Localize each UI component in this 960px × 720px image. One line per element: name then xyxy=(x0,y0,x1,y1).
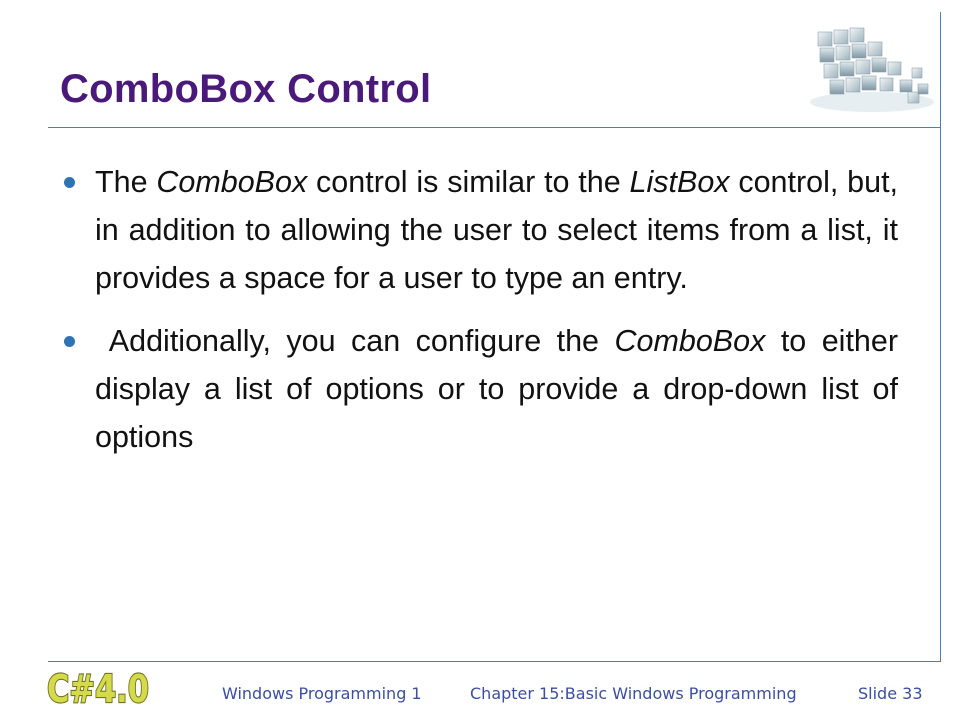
slide-title: ComboBox Control xyxy=(60,67,432,111)
text-run: Additionally, you can configure the xyxy=(95,324,615,358)
title-underline xyxy=(48,127,940,128)
text-run: control is similar to the xyxy=(307,165,630,199)
italic-term-combobox: ComboBox xyxy=(614,324,766,358)
bullet-text xyxy=(95,317,898,461)
bullet-item xyxy=(60,158,898,302)
slide-body xyxy=(60,158,898,476)
text-run: control, but, in addition to allowing the user to select items from a list, it provides a space for a user to type an entry. xyxy=(95,165,899,295)
csharp-logo xyxy=(44,660,154,720)
italic-term-combobox: ComboBox xyxy=(156,165,308,199)
bullet-dot-icon xyxy=(64,177,75,188)
footer-chapter: Chapter 15:Basic Windows Programming xyxy=(470,684,797,703)
text-run: The xyxy=(95,165,157,199)
footer-divider xyxy=(48,661,941,662)
footer-slide-number: Slide 33 xyxy=(858,684,923,703)
bullet-text xyxy=(95,158,898,302)
text-run: to either display a list of options or to provide a drop-down list of options xyxy=(95,324,898,454)
bullet-dot-icon xyxy=(64,336,75,347)
right-border xyxy=(940,12,941,662)
logo-text: C#4.0 xyxy=(47,667,149,711)
italic-term-listbox: ListBox xyxy=(629,165,730,199)
footer-course: Windows Programming 1 xyxy=(222,684,422,703)
bullet-item xyxy=(60,317,898,461)
cubes-icon xyxy=(800,10,940,115)
